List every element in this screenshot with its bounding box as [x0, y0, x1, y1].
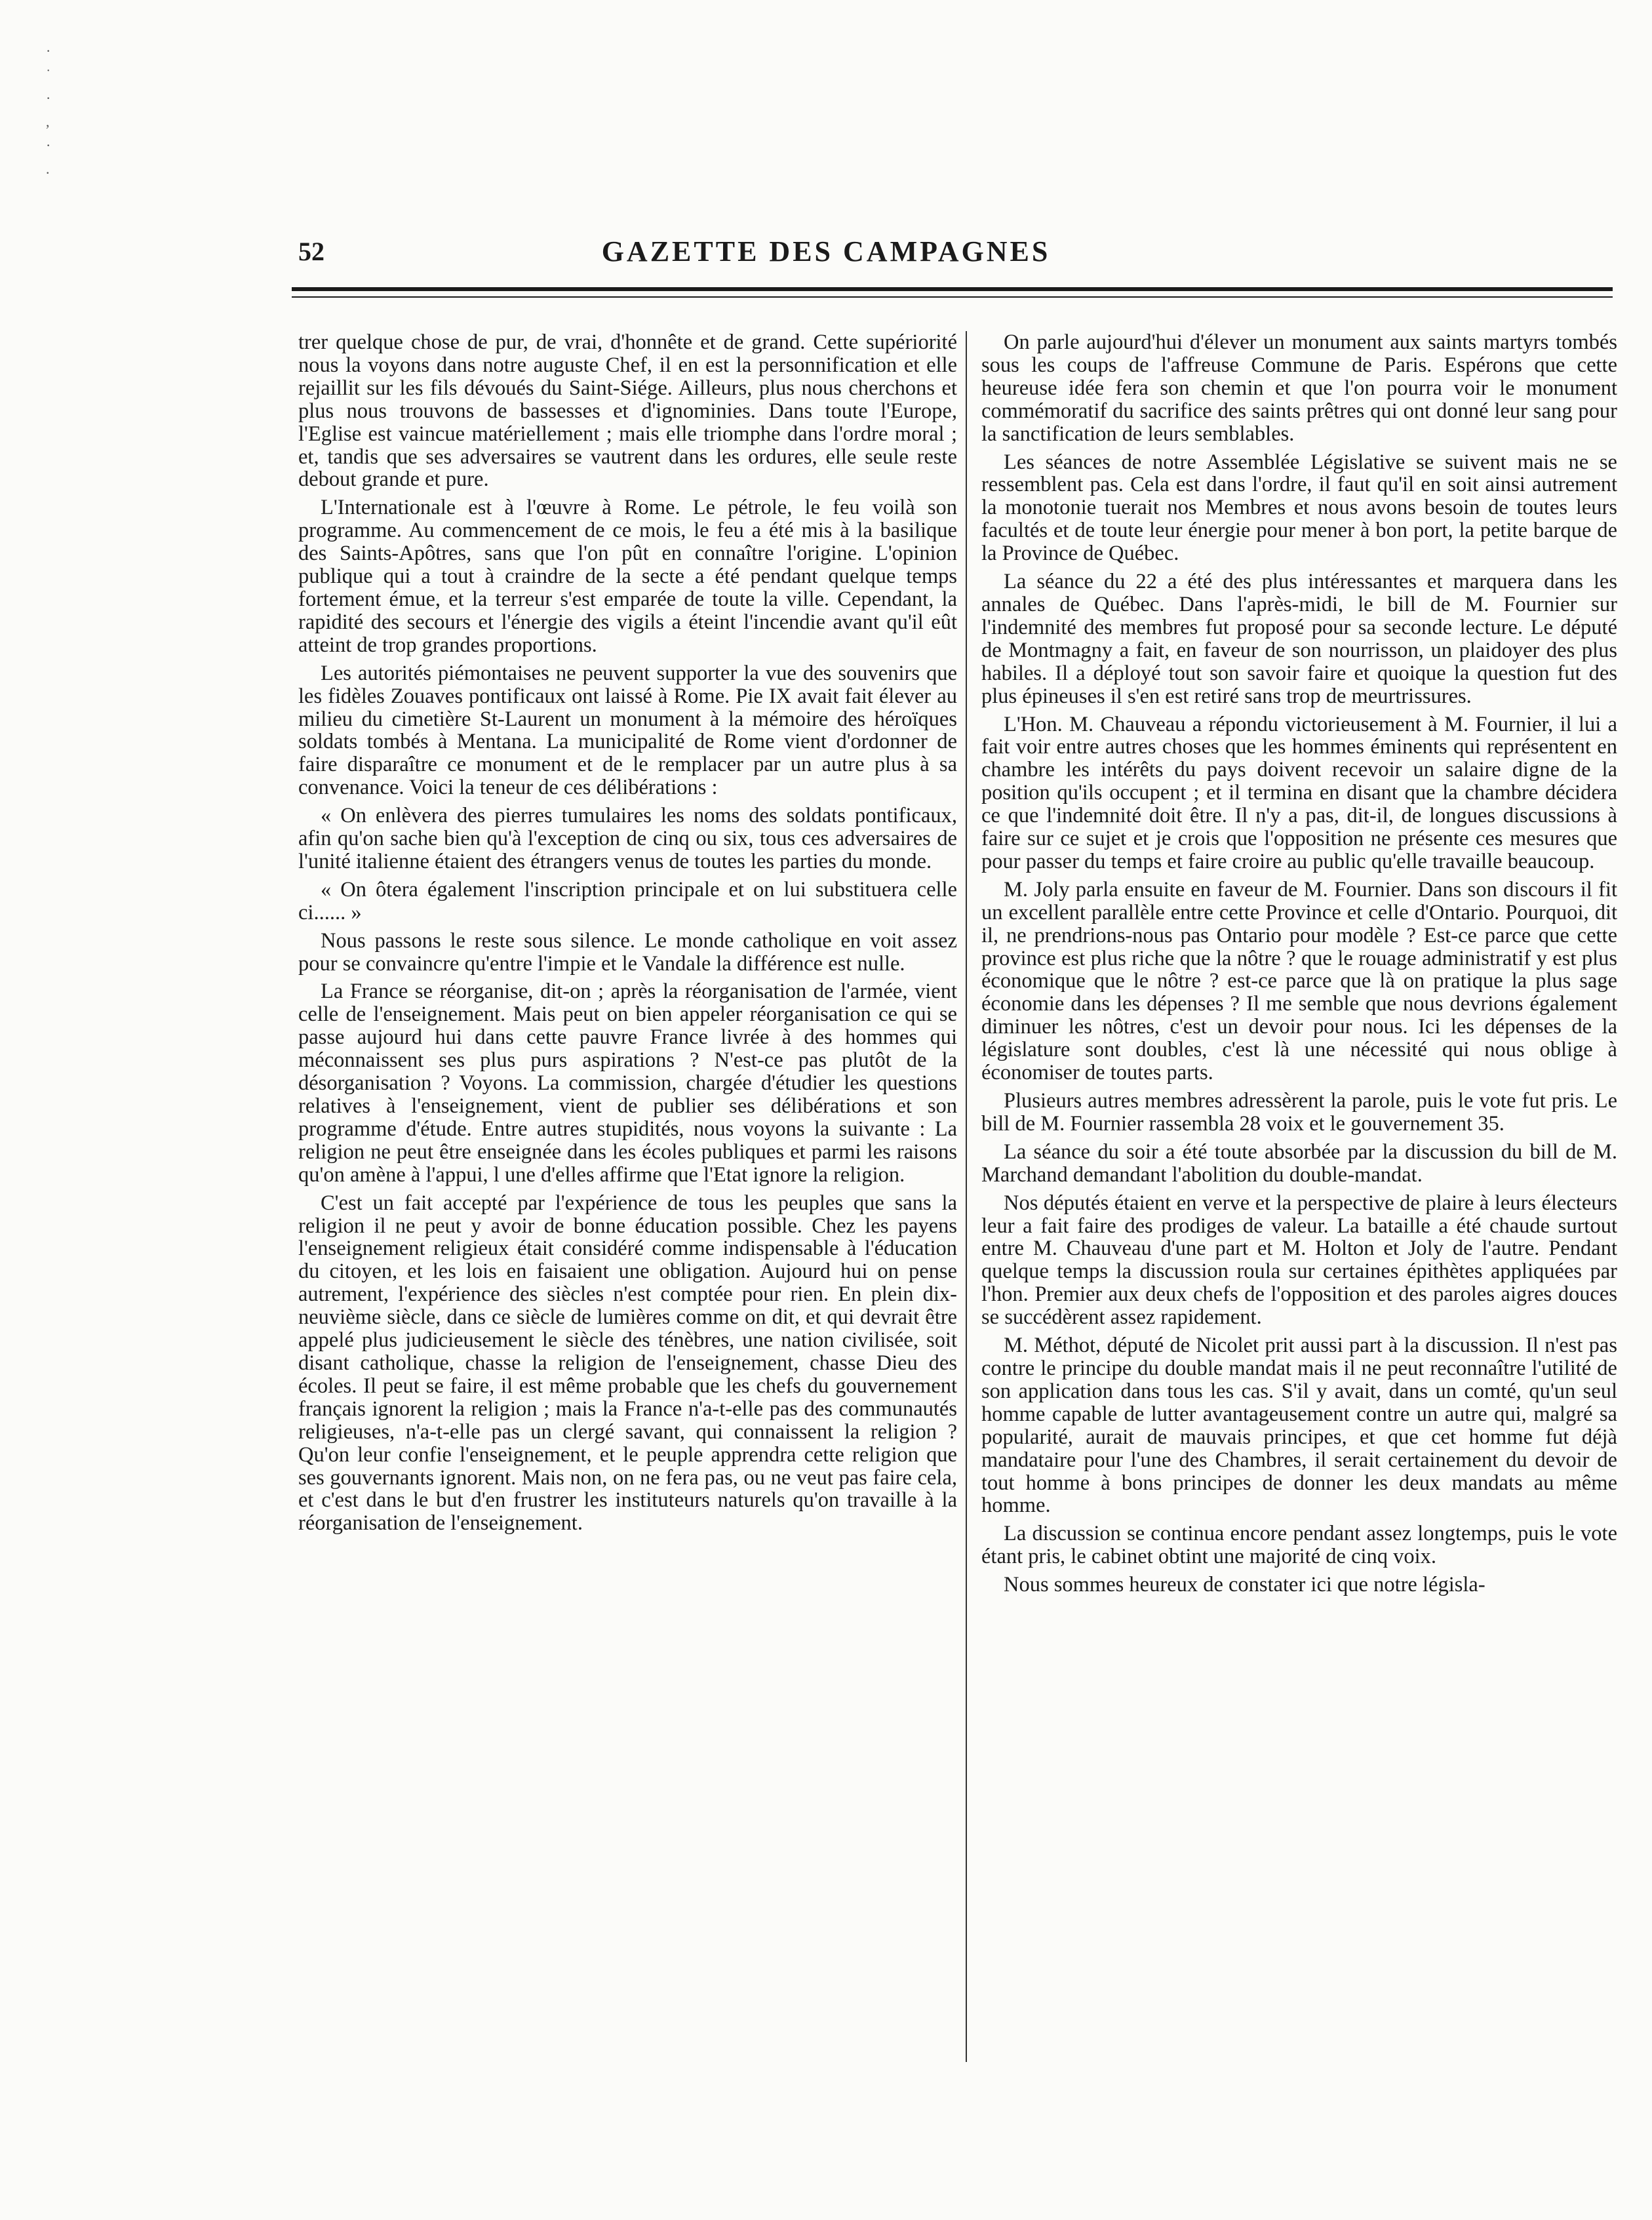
- paragraph: Nous sommes heureux de constater ici que notre législa-: [1004, 1573, 1485, 1597]
- paragraph: Les séances de notre Assemblée Législative se suivent mais ne se ressemblent pas. Cela est dans l'ordre, il faut qu'il en soit ainsi autrement la monotonie tuerait nos Membres et nous avons besoin de toutes leurs facultés et de toute leur énergie pour mener à bon port, la petite barque de la Province de Québec.: [981, 450, 1617, 566]
- left-column: [298, 331, 957, 1540]
- paragraph: « On enlèvera des pierres tumulaires les noms des soldats pontificaux, afin qu'on sache bien qu'à l'exception de cinq ou six, tous ces adversaires de l'unité italienne étaient des étrangers venus de toutes les parties du monde.: [298, 804, 957, 873]
- paragraph: « On ôtera également l'inscription principale et on lui substituera celle ci...... »: [298, 877, 957, 924]
- page-title: GAZETTE DES CAMPAGNES: [601, 235, 1051, 268]
- paragraph: Plusieurs autres membres adressèrent la parole, puis le vote fut pris. Le bill de M. Fournier rassembla 28 voix et le gouvernement 35.: [981, 1089, 1617, 1136]
- scan-margin-marks: · ˙ · , · .: [46, 43, 51, 177]
- paragraph: La séance du soir a été toute absorbée par la discussion du bill de M. Marchand demandant l'abolition du double-mandat.: [981, 1140, 1617, 1187]
- header-rule: [292, 287, 1613, 291]
- paragraph: L'Internationale est à l'œuvre à Rome. Le pétrole, le feu voilà son programme. Au commencement de ce mois, le feu a été mis à la basilique des Saints-Apôtres, sans que l'on pût en connaître l'origine. L'opinion publique qui a tout à craindre de la secte a été pendant quelque temps fortement émue, et la terreur s'est emparée de toute la ville. Cependant, la rapidité des secours et l'énergie des vigils a éteint l'incendie avant qu'il eût atteint de trop grandes proportions.: [298, 496, 957, 657]
- paragraph: M. Méthot, député de Nicolet prit aussi part à la discussion. Il n'est pas contre le principe du double mandat mais il ne peut reconnaître l'utilité de son application dans tous les cas. S'il y avait, dans un comté, qu'un seul homme capable de lutter avantageusement contre un autre qui, malgré sa popularité, aurait de mauvais principes, et que cet homme fut déjà mandataire pour l'une des Chambres, il serait certainement du devoir de tout homme à bons principes de donner les deux mandats au même homme.: [981, 1334, 1617, 1518]
- paragraph: Nous passons le reste sous silence. Le monde catholique en voit assez pour se convaincre qu'entre l'impie et le Vandale la différence est nulle.: [298, 928, 957, 976]
- paragraph: L'Hon. M. Chauveau a répondu victorieusement à M. Fournier, il lui a fait voir entre autres choses que les hommes éminents qui représentent en chambre les intérêts du pays doivent recevoir un salaire digne de la position qu'ils occupent ; et il termina en disant que la chambre décidera ce que l'indemnité doit être. Il n'y a pas, dit-il, de longues discussions à faire sur ce sujet et je crois que l'opposition ne présente ces mesures que pour passer du temps et faire croire au public qu'elle travaille beaucoup.: [981, 712, 1617, 873]
- paragraph: C'est un fait accepté par l'expérience de tous les peuples que sans la religion il ne peut y avoir de bonne éducation possible. Chez les payens l'enseignement religieux était considéré comme indispensable à l'éducation du citoyen, et les lois en faisaient une obligation. Aujourd hui on pense autrement, l'expérience des siècles n'est comptée pour rien. En plein dix-neuvième siècle, dans ce siècle de lumières comme on dit, et qui devrait être appelé plus judicieusement le siècle des ténèbres, une nation civilisée, soit disant catholique, chasse la religion de l'enseignement, chasse Dieu des écoles. Il peut se faire, il est même probable que les chefs du gouvernement français ignorent la religion ; mais la France n'a-t-elle pas des communautés religieuses, n'a-t-elle pas un clergé savant, qui connaissent la religion ? Qu'on leur confie l'enseignement, et le peuple apprendra cette religion que ses gouvernants ignorent. Mais non, on ne fera pas, ou ne veut pas faire cela, et c'est dans le but d'en frustrer les instituteurs naturels qu'on travaille à la réorganisation de l'enseignement.: [298, 1191, 957, 1536]
- paragraph: Nos députés étaient en verve et la perspective de plaire à leurs électeurs leur a fait faire des prodiges de valeur. La bataille a été chaude surtout entre M. Chauveau d'une part et M. Holton et Joly de l'autre. Pendant quelque temps la discussion roula sur certaines épithètes appliquées par l'hon. Premier aux deux chefs de l'opposition et des paroles aigres douces se succédèrent assez rapidement.: [981, 1191, 1617, 1330]
- paragraph: La discussion se continua encore pendant assez longtemps, puis le vote étant pris, le cabinet obtint une majorité de cinq voix.: [981, 1522, 1617, 1569]
- paragraph: La séance du 22 a été des plus intéressantes et marquera dans les annales de Québec. Dans l'après-midi, le bill de M. Fournier sur l'indemnité des membres fut proposé pour sa seconde lecture. Le député de Montmagny a fait, en faveur de son nourrisson, un plaidoyer des plus habiles. Il a déployé tout son savoir faire et quoique la question fut des plus épineuses il s'en est retiré sans trop de meurtrissures.: [981, 570, 1617, 708]
- right-column: [981, 331, 1617, 1602]
- paragraph: La France se réorganise, dit-on ; après la réorganisation de l'armée, vient celle de l'enseignement. Mais peut on bien appeler réorganisation ce qui se passe aujourd hui dans cette pauvre France livrée à des hommes qui méconnaissent ses plus purs aspirations ? N'est-ce pas plutôt de la désorganisation ? Voyons. La commission, chargée d'étudier les questions relatives à l'enseignement, vient de publier ses délibérations et son programme d'étude. Entre autres stupidités, nous voyons la suivante : La religion ne peut être enseignée dans les écoles publiques et parmi les raisons qu'on amène à l'appui, l une d'elles affirme que l'Etat ignore la religion.: [298, 980, 957, 1187]
- paragraph: M. Joly parla ensuite en faveur de M. Fournier. Dans son discours il fit un excellent parallèle entre cette Province et celle d'Ontario. Pourquoi, dit il, ne prendrions-nous pas Ontario pour modèle ? Est-ce parce que cette province est plus riche que la nôtre ? que le rouage administratif y est plus économique que le nôtre ? est-ce parce que là on pratique la plus sage économie dans les dépenses ? Il me semble que nous devrions également diminuer les nôtres, c'est un devoir pour nous. Ici les dépenses de la législature sont doubles, c'est là une nécessité qui nous oblige à économiser de toutes parts.: [981, 877, 1617, 1085]
- column-divider: [966, 331, 967, 2062]
- paragraph: On parle aujourd'hui d'élever un monument aux saints martyrs tombés sous les coups de l'affreuse Commune de Paris. Espérons que cette heureuse idée fera son chemin et que l'on pourra voir le monument commémoratif du sacrifice des saints prêtres qui ont donné leur sang pour la sanctification de leurs semblables.: [981, 330, 1617, 446]
- paragraph: trer quelque chose de pur, de vrai, d'honnête et de grand. Cette supériorité nous la voyons dans notre auguste Chef, il en est la personnification et elle rejaillit sur les fils dévoués du Saint-Siége. Ailleurs, plus nous cherchons et plus nous trouvons de bassesses et d'ignominies. Dans toute l'Europe, l'Eglise est vaincue matériellement ; mais elle triomphe dans l'ordre moral ; et, tandis que ses adversaires se vautrent dans les ordures, elle seule reste debout grande et pure.: [298, 330, 957, 492]
- header-rule-thin: [292, 296, 1613, 298]
- page-number: 52: [298, 237, 324, 266]
- paragraph: Les autorités piémontaises ne peuvent supporter la vue des souvenirs que les fidèles Zouaves pontificaux ont laissé à Rome. Pie IX avait fait élever au milieu du cimetière St-Laurent un monument à la mémoire des héroïques soldats tombés à Mentana. La municipalité de Rome vient d'ordonner de faire disparaître ce monument et de le remplacer par un autre plus à sa convenance. Voici la teneur de ces délibérations :: [298, 661, 957, 800]
